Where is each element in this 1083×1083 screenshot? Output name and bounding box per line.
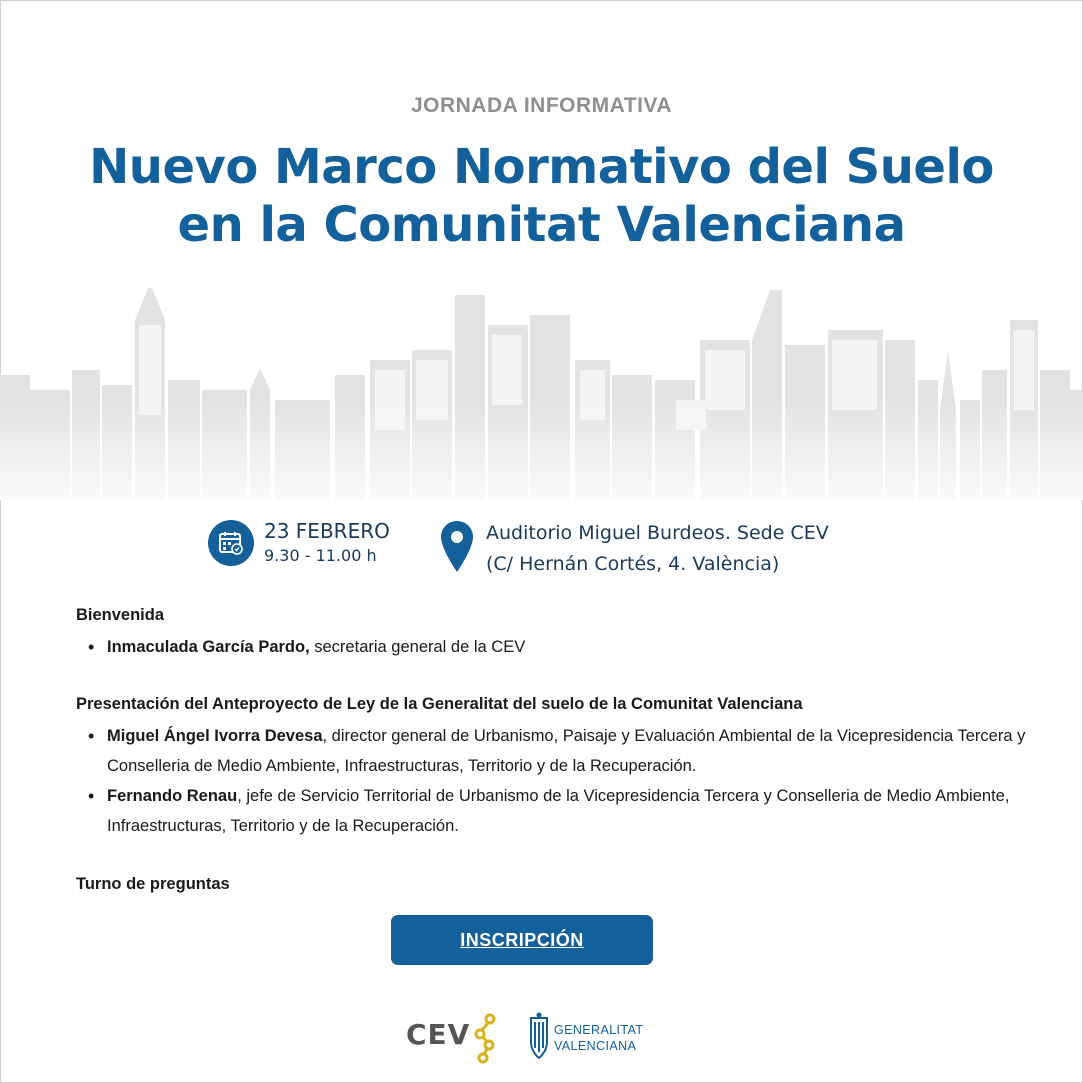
- footer-logos: [0, 1008, 1083, 1068]
- venue-name: Auditorio Miguel Burdeos. Sede CEV: [486, 522, 829, 544]
- cev-logo-text: CEV: [406, 1018, 471, 1051]
- title-line-2: en la Comunitat Valenciana: [177, 197, 906, 253]
- venue-address: (C/ Hernán Cortés, 4. València): [486, 553, 780, 575]
- section-heading-presentation: Presentación del Anteproyecto de Ley de la Generalitat del suelo de la Comunitat Valenciana: [76, 695, 803, 713]
- event-date-block: [208, 518, 390, 568]
- gv-line-2: VALENCIANA: [554, 1039, 637, 1053]
- section-heading-welcome: Bienvenida: [76, 606, 165, 624]
- welcome-speakers: [76, 632, 1036, 662]
- speaker-role: secretaria general de la CEV: [309, 638, 526, 656]
- list-item: [76, 721, 1036, 781]
- city-skyline-illustration: [0, 280, 1083, 500]
- speaker-name: Miguel Ángel Ivorra Devesa: [107, 727, 323, 745]
- event-time: 9.30 - 11.00 h: [264, 546, 377, 565]
- speaker-name: Inmaculada García Pardo,: [107, 638, 310, 656]
- registration-button[interactable]: INSCRIPCIÓN: [391, 915, 653, 965]
- cev-logo-icon: [472, 1012, 498, 1064]
- location-pin-icon: [440, 520, 474, 574]
- list-item: [76, 781, 1036, 841]
- calendar-icon: [208, 520, 254, 566]
- presentation-speakers: [76, 721, 1036, 841]
- event-kicker: JORNADA INFORMATIVA: [410, 94, 673, 117]
- list-item: [76, 632, 1036, 662]
- speaker-role: , director general de Urbanismo, Paisaje y Evaluación Ambiental de la Vicepresidencia Tercera y Conselleria de Medio Ambiente, Infraestructuras, Territorio y de la Recuperación.: [107, 727, 1026, 775]
- event-location-text: [486, 518, 829, 580]
- page-title: [0, 138, 1083, 254]
- speaker-role: , jefe de Servicio Territorial de Urbanismo de la Vicepresidencia Tercera y Conselleria de Medio Ambiente, Infraestructuras, Territorio y de la Recuperación.: [107, 787, 1010, 835]
- event-date-text: [264, 518, 390, 568]
- agenda: [76, 603, 1036, 896]
- section-heading-questions: Turno de preguntas: [76, 875, 230, 893]
- event-date: 23 FEBRERO: [264, 519, 390, 543]
- gv-line-1: GENERALITAT: [554, 1023, 644, 1037]
- event-location-block: [440, 518, 829, 580]
- speaker-name: Fernando Renau: [107, 787, 238, 805]
- title-line-1: Nuevo Marco Normativo del Suelo: [89, 139, 994, 195]
- generalitat-logo-text: [554, 1022, 643, 1054]
- generalitat-crest-icon: [528, 1012, 550, 1062]
